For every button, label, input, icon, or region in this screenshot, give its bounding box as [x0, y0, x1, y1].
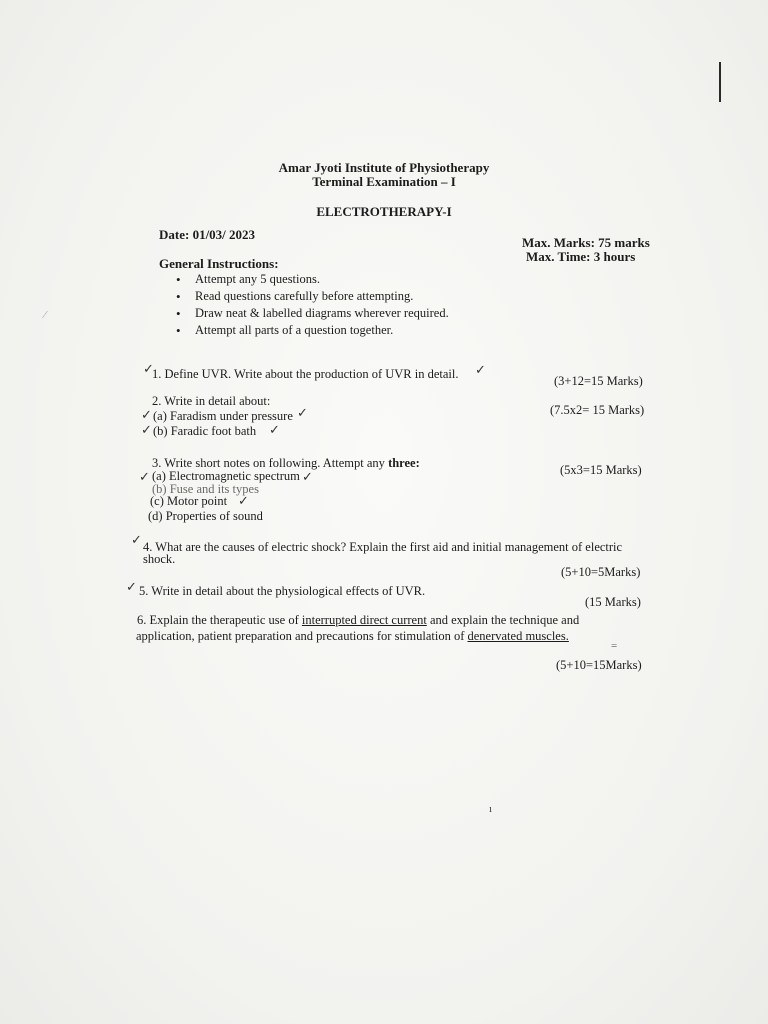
max-marks: Max. Marks: 75 marks: [522, 235, 650, 250]
check-mark-icon: ✓: [143, 362, 154, 377]
instruction-item: • Attempt any 5 questions.: [176, 271, 449, 288]
instruction-item: • Draw neat & labelled diagrams wherever required.: [176, 305, 449, 322]
question-3-part-d: (d) Properties of sound: [148, 509, 263, 523]
check-mark-icon: ✓: [126, 580, 137, 595]
question-6-line-2: application, patient preparation and precautions for stimulation of denervated muscles.: [136, 629, 569, 643]
exam-title: Terminal Examination – I: [312, 174, 456, 189]
check-mark-icon: ✓: [297, 406, 308, 421]
question-3-part-b: (b) Fuse and its types: [152, 482, 259, 496]
check-mark-icon: ✓: [302, 470, 313, 485]
max-time: Max. Time: 3 hours: [526, 249, 636, 264]
check-mark-icon: ✓: [141, 408, 152, 423]
question-6-marks: (5+10=15Marks): [556, 658, 642, 672]
check-mark-icon: ✓: [475, 363, 486, 378]
question-2-part-a: (a) Faradism under pressure: [153, 409, 293, 423]
question-3-marks: (5x3=15 Marks): [560, 463, 642, 477]
question-3-part-a: (a) Electromagnetic spectrum: [152, 469, 300, 483]
question-4-line-2: shock.: [143, 552, 176, 566]
page-edge-mark: [719, 62, 721, 102]
question-5-marks: (15 Marks): [585, 595, 641, 609]
check-mark-icon: ✓: [141, 423, 152, 438]
instruction-item: • Read questions carefully before attempting.: [176, 288, 449, 305]
check-mark-icon: ✓: [139, 470, 150, 485]
check-mark-icon: ✓: [269, 423, 280, 438]
exam-date: Date: 01/03/ 2023: [159, 227, 256, 242]
scan-speck: ı: [489, 803, 493, 815]
check-mark-icon: ✓: [238, 494, 249, 509]
check-mark-icon: ✓: [131, 533, 142, 548]
question-2-marks: (7.5x2= 15 Marks): [550, 403, 645, 417]
scan-speck: ⁄: [44, 309, 46, 321]
question-3-part-c: (c) Motor point: [150, 494, 228, 508]
instructions-list: [176, 271, 449, 339]
question-1: 1. Define UVR. Write about the production of UVR in detail.: [152, 367, 459, 381]
question-2-part-b: (b) Faradic foot bath: [153, 424, 257, 438]
institute-name: Amar Jyoti Institute of Physiotherapy: [278, 160, 490, 175]
instruction-item: • Attempt all parts of a question together.: [176, 322, 449, 339]
question-5: 5. Write in detail about the physiological effects of UVR.: [139, 584, 426, 598]
question-1-marks: (3+12=15 Marks): [554, 374, 643, 388]
question-4-marks: (5+10=5Marks): [561, 565, 641, 579]
question-2: 2. Write in detail about:: [152, 394, 271, 408]
pen-mark: =: [611, 640, 618, 652]
subject-title: ELECTROTHERAPY-I: [316, 204, 452, 219]
question-4-line-1: 4. What are the causes of electric shock? Explain the first aid and initial management of electric: [143, 540, 623, 554]
instructions-heading: General Instructions:: [159, 256, 279, 271]
question-6-line-1: 6. Explain the therapeutic use of interrupted direct current and explain the technique and: [137, 613, 580, 627]
question-3: 3. Write short notes on following. Attempt any three:: [152, 456, 420, 470]
